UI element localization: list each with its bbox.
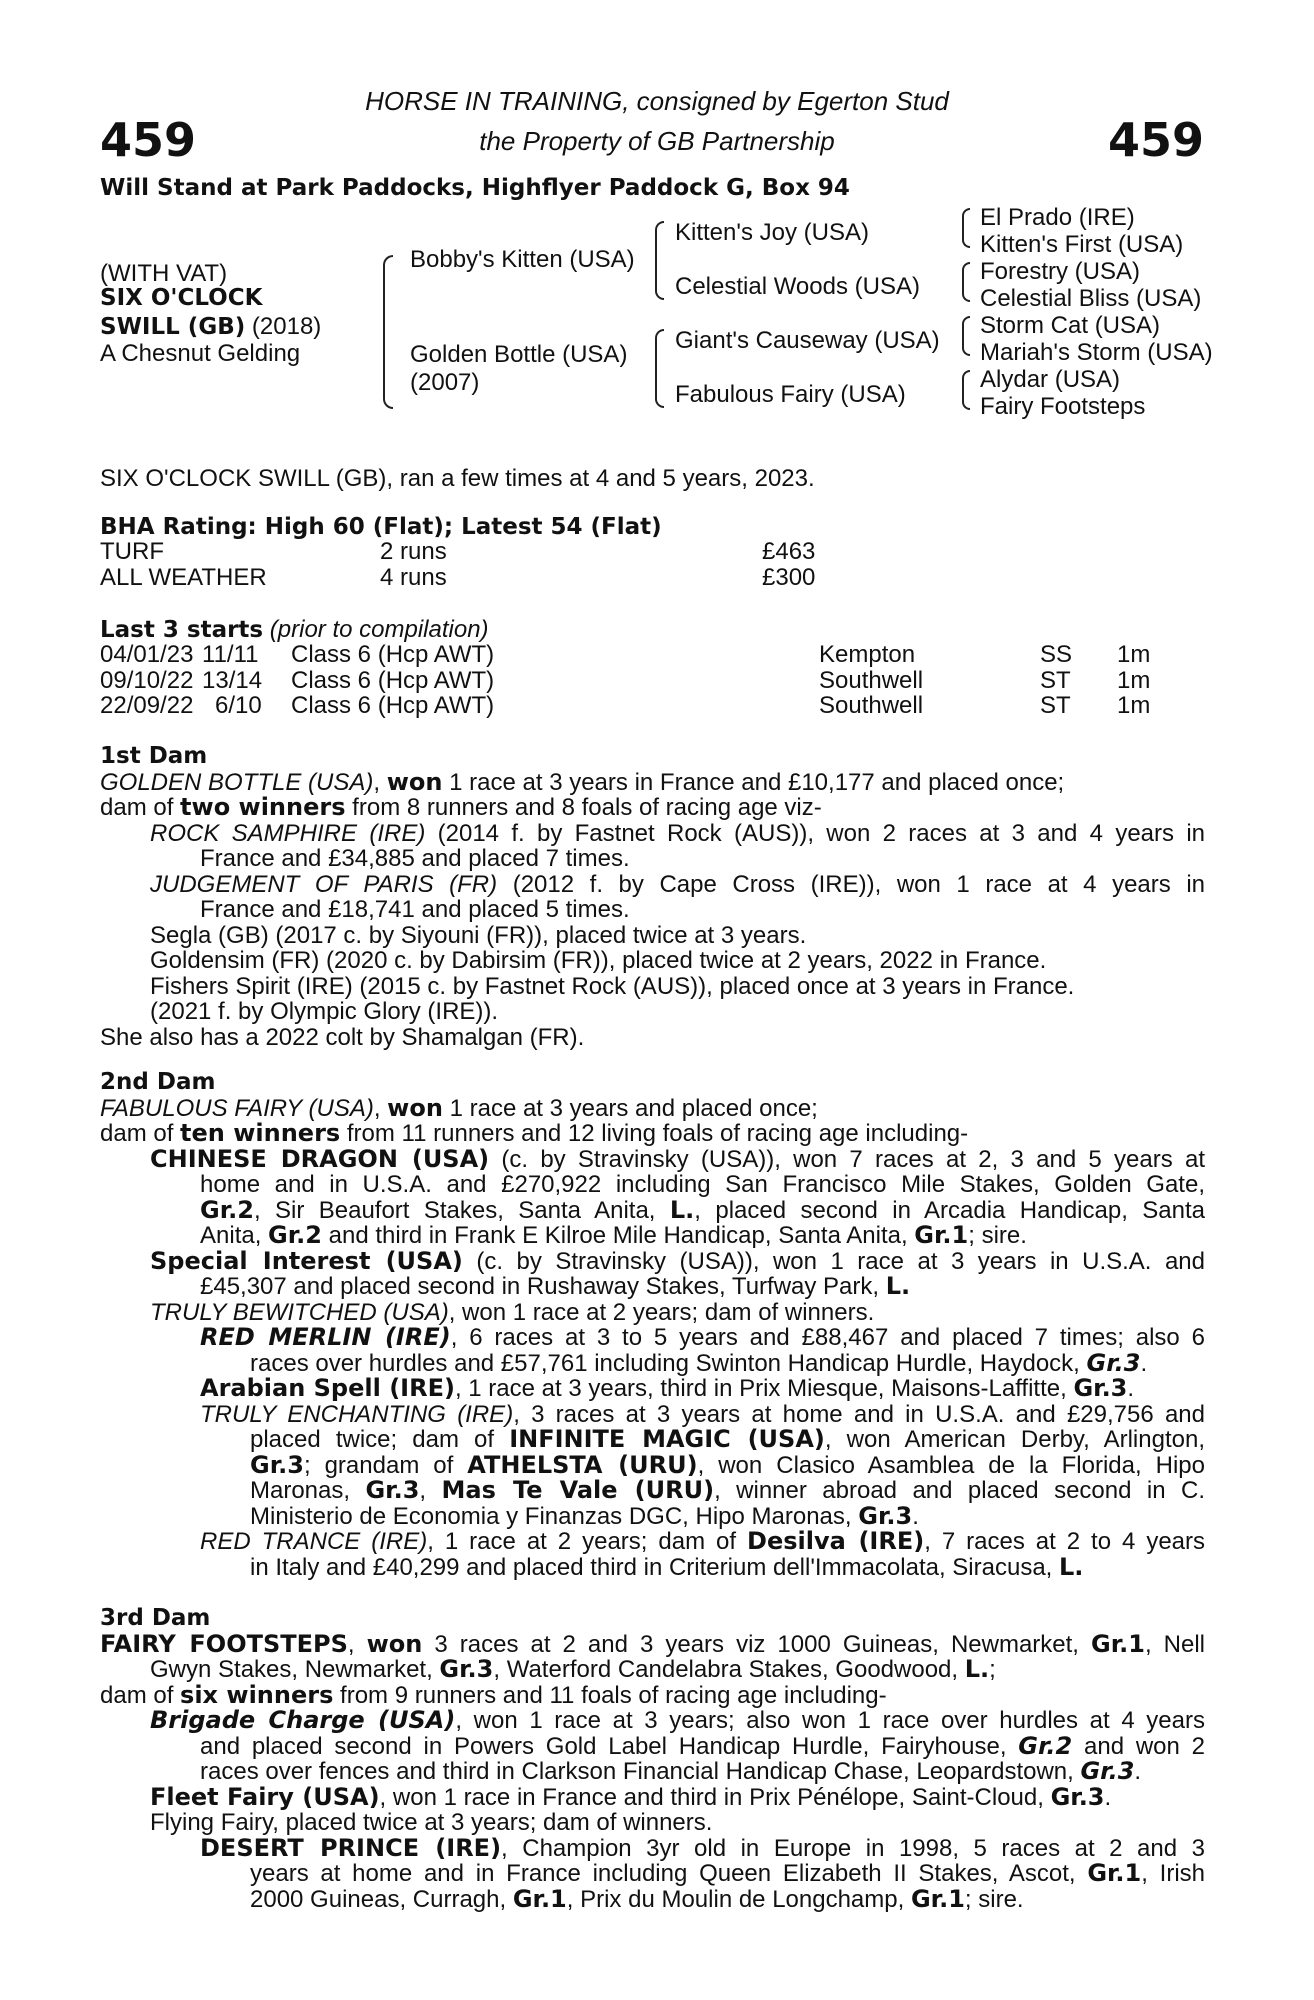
- second-dam-grandproduce: [100, 1325, 1205, 1351]
- pedigree-dam-dam: Fabulous Fairy (USA): [675, 381, 906, 408]
- pedigree-dds: Alydar (USA): [980, 366, 1121, 393]
- text-run: DESERT PRINCE (IRE): [200, 1833, 502, 1862]
- pedigree-sdd: Celestial Bliss (USA): [980, 285, 1202, 312]
- pedigree-ssd: Kitten's First (USA): [980, 231, 1184, 258]
- text-run: races over hurdles and £57,761 including Swinton Handicap Hurdle, Haydock,: [250, 1349, 1087, 1377]
- text-run: ROCK SAMPHIRE (IRE): [150, 819, 426, 847]
- text-run: in Italy and £40,299 and placed third in Criterium dell'Immacolata, Siracusa,: [250, 1553, 1060, 1581]
- text-run: years at home and in France including Queen Elizabeth II Stakes, Ascot,: [250, 1860, 1088, 1887]
- text-run: £45,307 and placed second in Rushaway Stakes, Turfway Park,: [200, 1273, 886, 1300]
- text-run: Gr.3: [858, 1501, 913, 1530]
- second-dam-produce-cont: [100, 1274, 1205, 1300]
- text-run: Gr.3: [1080, 1757, 1135, 1785]
- pedigree-dsd: Mariah's Storm (USA): [980, 339, 1213, 366]
- rating-prize: £463: [762, 538, 816, 565]
- third-dam-produce: [100, 1708, 1205, 1734]
- text-run: Mas Te Vale (URU): [441, 1476, 715, 1504]
- text-run: 3 races at 2 and 3 years viz 1000 Guineas, Newmarket,: [422, 1630, 1091, 1658]
- text-run: Gr.1: [910, 1884, 965, 1913]
- third-dam-produce-cont: [100, 1731, 1206, 1760]
- text-run: TRULY ENCHANTING (IRE): [200, 1400, 514, 1428]
- text-run: , placed second in Arcadia Handicap, Santa: [694, 1196, 1205, 1224]
- start-going: ST: [1040, 692, 1071, 719]
- text-run: , Champion 3yr old in Europe in 1998, 5 races at 2 and 3: [501, 1834, 1205, 1862]
- text-run: Gr.3: [250, 1450, 304, 1479]
- text-run: 1 race at 3 years and placed once;: [442, 1094, 818, 1122]
- text-run: and won 2: [1072, 1732, 1206, 1760]
- pedigree-bracket-g3: [962, 316, 970, 356]
- text-run: Anita,: [200, 1222, 269, 1249]
- second-dam-grandproduce-cont: [100, 1501, 1205, 1530]
- text-run: Brigade Charge (USA): [150, 1706, 456, 1734]
- horse-description: A Chesnut Gelding: [100, 340, 301, 367]
- start-course: Kempton: [819, 641, 916, 668]
- text-run: from 8 runners and 8 foals of racing age viz-: [345, 794, 822, 821]
- text-run: ,: [373, 768, 387, 796]
- start-date: 04/01/23: [100, 641, 194, 668]
- text-run: .: [1134, 1758, 1142, 1785]
- text-run: ,: [347, 1630, 367, 1658]
- pedigree-sire-sire: Kitten's Joy (USA): [675, 219, 869, 246]
- third-dam-grandproduce-cont: [100, 1884, 1205, 1913]
- last-starts-table: [100, 642, 1210, 720]
- text-run: .: [1140, 1349, 1148, 1377]
- text-run: .: [1104, 1783, 1112, 1811]
- text-run: ; grandam of: [303, 1451, 468, 1479]
- text-run: CHINESE DRAGON (USA): [150, 1144, 490, 1173]
- first-dam-line: [100, 767, 1205, 796]
- start-going: SS: [1040, 641, 1073, 668]
- third-dam-produce-cont: [100, 1759, 1205, 1785]
- last-starts-title: Last 3 starts: [100, 617, 264, 643]
- text-run: (2014 f. by Fastnet Rock (AUS)), won 2 races at 3 and 4 years in: [425, 819, 1206, 847]
- pedigree-bracket-main: [383, 255, 393, 409]
- text-run: RED MERLIN (IRE): [200, 1323, 451, 1351]
- first-dam-produce: Goldensim (FR) (2020 c. by Dabirsim (FR)), placed twice at 2 years, 2022 in France.: [150, 947, 1047, 974]
- text-run: Gr.3: [1073, 1374, 1128, 1402]
- text-run: , won 1 race in France and third in Prix Pénélope, Saint-Cloud,: [379, 1783, 1051, 1811]
- text-run: Gr.2: [1018, 1731, 1073, 1760]
- pedigree-bracket-g4: [962, 370, 970, 410]
- first-dam-produce: [100, 821, 1205, 847]
- first-dam-produce: Fishers Spirit (IRE) (2015 c. by Fastnet Rock (AUS)), placed once at 3 years in France.: [150, 972, 1075, 1000]
- second-dam-heading: 2nd Dam: [100, 1069, 216, 1095]
- text-run: ten winners: [180, 1119, 341, 1147]
- first-dam-produce: Segla (GB) (2017 c. by Siyouni (FR)), placed twice at 3 years.: [150, 921, 807, 949]
- stand-location: Will Stand at Park Paddocks, Highflyer Paddock G, Box 94: [100, 175, 850, 201]
- start-course: Southwell: [819, 692, 924, 719]
- text-run: , 1 race at 2 years; dam of: [427, 1528, 748, 1555]
- text-run: two winners: [180, 793, 346, 821]
- text-run: .: [1127, 1375, 1135, 1402]
- first-dam-produce-cont: France and £34,885 and placed 7 times.: [200, 845, 630, 872]
- third-dam-grandproduce-cont: [100, 1861, 1205, 1887]
- third-dam-line-cont: [100, 1657, 1205, 1683]
- rating-table: [100, 539, 1000, 591]
- start-course: Southwell: [819, 666, 924, 694]
- text-run: , Irish: [1141, 1860, 1205, 1887]
- text-run: Gr.3: [365, 1476, 420, 1504]
- text-run: , Prix du Moulin de Longchamp,: [566, 1885, 911, 1913]
- text-run: ,: [373, 1094, 388, 1122]
- text-run: won: [387, 1093, 443, 1122]
- first-dam-produce-cont: France and £18,741 and placed 5 times.: [200, 896, 630, 923]
- text-run: from 11 runners and 12 living foals of racing age including-: [340, 1120, 969, 1147]
- start-distance: 1m: [1117, 692, 1151, 719]
- foaling-year: (2018): [245, 313, 322, 340]
- start-going: ST: [1040, 666, 1071, 694]
- text-run: Ministerio de Economia y Finanzas DGC, Hipo Maronas,: [250, 1502, 859, 1530]
- second-dam-grandproduce: [100, 1402, 1205, 1428]
- text-run: dam of: [100, 1120, 181, 1147]
- property-line: the Property of GB Partnership: [479, 126, 835, 156]
- text-run: placed twice; dam of: [250, 1426, 510, 1453]
- text-run: FAIRY FOOTSTEPS: [100, 1629, 348, 1658]
- text-run: , 1 race at 3 years, third in Prix Miesque, Maisons-Laffitte,: [454, 1375, 1074, 1402]
- text-run: and third in Frank E Kilroe Mile Handicap, Santa Anita,: [321, 1222, 915, 1249]
- text-run: Arabian Spell (IRE): [200, 1374, 455, 1402]
- text-run: 2000 Guineas, Curragh,: [250, 1885, 513, 1913]
- race-summary: SIX O'CLOCK SWILL (GB), ran a few times at 4 and 5 years, 2023.: [100, 465, 815, 492]
- first-dam-heading: 1st Dam: [100, 743, 208, 769]
- horse-name-line1: SIX O'CLOCK: [100, 285, 263, 311]
- text-run: (c. by Stravinsky (USA)), won 7 races at 2, 3 and 5 years at: [489, 1145, 1205, 1173]
- rating-runs: 4 runs: [380, 563, 447, 591]
- text-run: JUDGEMENT OF PARIS (FR): [150, 870, 498, 898]
- second-dam-produce-cont: [100, 1223, 1205, 1249]
- text-run: L.: [885, 1272, 911, 1300]
- horse-name-line2-text: SWILL (GB): [100, 314, 246, 340]
- text-run: , 6 races at 3 to 5 years and £88,467 and placed 7 times; also 6: [450, 1324, 1205, 1351]
- first-dam-produce: [100, 872, 1205, 898]
- first-dam-line: [100, 795, 1205, 821]
- pedigree-bracket-g2: [962, 262, 970, 302]
- text-run: (2012 f. by Cape Cross (IRE)), won 1 race at 4 years in: [497, 870, 1205, 898]
- second-dam-grandproduce: [100, 1376, 1205, 1402]
- pedigree-dss: Storm Cat (USA): [980, 312, 1161, 339]
- start-position: 11/11: [202, 641, 259, 668]
- start-race: Class 6 (Hcp AWT): [291, 641, 495, 668]
- pedigree-dam-year: (2007): [410, 369, 480, 396]
- first-dam-section: [100, 744, 1205, 1050]
- text-run: won: [366, 1629, 423, 1658]
- text-run: L.: [1059, 1552, 1084, 1581]
- pedigree-sds: Forestry (USA): [980, 258, 1141, 285]
- text-run: Desilva (IRE): [747, 1527, 925, 1555]
- text-run: , won 1 race at 2 years; dam of winners.: [448, 1298, 875, 1326]
- text-run: GOLDEN BOTTLE (USA): [100, 768, 374, 796]
- rating-surface: TURF: [100, 538, 164, 565]
- text-run: TRULY BEWITCHED (USA): [150, 1298, 449, 1326]
- third-dam-line: [100, 1629, 1205, 1658]
- text-run: RED TRANCE (IRE): [200, 1528, 428, 1555]
- third-dam-heading: 3rd Dam: [100, 1605, 211, 1631]
- text-run: Gr.2: [200, 1195, 254, 1224]
- text-run: , won Clasico Asamblea de la Florida, Hipo: [697, 1451, 1205, 1479]
- third-dam-line: [100, 1680, 1205, 1709]
- rating-prize: £300: [762, 563, 816, 591]
- rating-runs: 2 runs: [380, 538, 447, 565]
- start-date: 22/09/22: [100, 692, 194, 719]
- text-run: .: [912, 1502, 919, 1530]
- second-dam-grandproduce: [100, 1529, 1205, 1555]
- pedigree-dam: Golden Bottle (USA): [410, 341, 628, 368]
- text-run: Gr.3: [1086, 1348, 1141, 1377]
- second-dam-produce: [100, 1144, 1205, 1173]
- second-dam-section: [100, 1070, 1205, 1580]
- text-run: FABULOUS FAIRY (USA): [100, 1094, 374, 1122]
- text-run: ;: [989, 1656, 996, 1683]
- text-run: and placed second in Powers Gold Label Handicap Hurdle, Fairyhouse,: [200, 1732, 1019, 1760]
- start-date: 09/10/22: [100, 666, 194, 694]
- start-race: Class 6 (Hcp AWT): [291, 692, 495, 719]
- text-run: races over fences and third in Clarkson Financial Handicap Chase, Leopardstown,: [200, 1758, 1081, 1785]
- text-run: , winner abroad and placed second in C.: [714, 1477, 1206, 1504]
- text-run: Gr.1: [512, 1884, 567, 1913]
- second-dam-grandproduce-cont: [100, 1427, 1205, 1453]
- text-run: , Sir Beaufort Stakes, Santa Anita,: [253, 1196, 670, 1224]
- text-run: Fleet Fairy (USA): [150, 1782, 380, 1811]
- start-position: 13/14: [202, 666, 263, 694]
- last-starts-note: (prior to compilation): [263, 616, 489, 643]
- text-run: dam of: [100, 1681, 181, 1709]
- text-run: ; sire.: [964, 1885, 1024, 1913]
- pedigree-ddd: Fairy Footsteps: [980, 393, 1146, 420]
- rating-surface: ALL WEATHER: [100, 563, 267, 591]
- pedigree-sire-dam: Celestial Woods (USA): [675, 273, 920, 300]
- text-run: ATHELSTA (URU): [467, 1450, 698, 1479]
- third-dam-grandproduce: [100, 1833, 1205, 1862]
- text-run: Gr.3: [1050, 1782, 1105, 1811]
- text-run: Gr.2: [268, 1221, 322, 1249]
- text-run: , Nell: [1144, 1630, 1205, 1658]
- text-run: L.: [669, 1195, 695, 1224]
- second-dam-grandproduce-cont: [100, 1478, 1205, 1504]
- text-run: INFINITE MAGIC (USA): [509, 1425, 825, 1453]
- text-run: (c. by Stravinsky (USA)), won 1 race at 3 years in U.S.A. and: [462, 1247, 1205, 1275]
- pedigree-bracket-sire: [655, 221, 664, 300]
- text-run: ,: [419, 1477, 442, 1504]
- text-run: , 7 races at 2 to 4 years: [924, 1528, 1206, 1555]
- text-run: Gr.1: [1087, 1859, 1142, 1887]
- start-distance: 1m: [1117, 641, 1151, 668]
- third-dam-section: [100, 1606, 1205, 1912]
- second-dam-grandproduce-cont: [100, 1450, 1205, 1479]
- lot-number-left: 459: [100, 113, 197, 167]
- text-run: won: [386, 767, 443, 796]
- last-starts-heading: [100, 618, 489, 642]
- second-dam-line: [100, 1121, 1205, 1147]
- text-run: from 9 runners and 11 foals of racing age including-: [333, 1681, 887, 1709]
- second-dam-produce: [100, 1300, 1205, 1326]
- text-run: ; sire.: [968, 1222, 1027, 1249]
- bha-rating-heading: BHA Rating: High 60 (Flat); Latest 54 (Flat): [100, 514, 662, 540]
- horse-name-line2: [100, 315, 321, 339]
- start-position: 6/10: [215, 692, 262, 719]
- second-dam-line: [100, 1093, 1205, 1122]
- pedigree-dam-sire: Giant's Causeway (USA): [675, 327, 940, 354]
- text-run: , Waterford Candelabra Stakes, Goodwood,: [493, 1656, 965, 1683]
- text-run: Gwyn Stakes, Newmarket,: [150, 1656, 440, 1683]
- text-run: 1 race at 3 years in France and £10,177 and placed once;: [442, 768, 1065, 796]
- text-run: dam of: [100, 794, 181, 821]
- start-distance: 1m: [1117, 666, 1151, 694]
- text-run: , won American Derby, Arlington,: [824, 1426, 1205, 1453]
- third-dam-produce: Flying Fairy, placed twice at 3 years; dam of winners.: [150, 1809, 713, 1836]
- second-dam-grandproduce-cont: [100, 1552, 1205, 1581]
- second-dam-produce-cont: home and in U.S.A. and £270,922 including San Francisco Mile Stakes, Golden Gate,: [200, 1171, 1205, 1198]
- start-race: Class 6 (Hcp AWT): [291, 666, 495, 694]
- first-dam-produce: (2021 f. by Olympic Glory (IRE)).: [150, 998, 499, 1025]
- text-run: L.: [964, 1655, 990, 1683]
- text-run: Maronas,: [250, 1477, 366, 1504]
- lot-number-right: 459: [1107, 113, 1204, 167]
- pedigree-bracket-g1: [962, 208, 970, 248]
- text-run: , 3 races at 3 years at home and in U.S.A. and £29,756 and: [513, 1400, 1205, 1428]
- third-dam-produce: [100, 1782, 1205, 1811]
- first-dam-line: She also has a 2022 colt by Shamalgan (FR).: [100, 1023, 585, 1051]
- second-dam-produce: [100, 1246, 1205, 1275]
- pedigree-sire: Bobby's Kitten (USA): [410, 246, 635, 273]
- second-dam-produce-cont: [100, 1195, 1205, 1224]
- text-run: Special Interest (USA): [150, 1246, 463, 1275]
- text-run: six winners: [180, 1680, 334, 1709]
- text-run: , won 1 race at 3 years; also won 1 race over hurdles at 4 years: [455, 1707, 1205, 1734]
- text-run: Gr.3: [439, 1655, 494, 1683]
- consignor-line: HORSE IN TRAINING, consigned by Egerton Stud: [365, 86, 949, 116]
- text-run: Gr.1: [1091, 1629, 1145, 1658]
- text-run: Gr.1: [914, 1221, 969, 1249]
- second-dam-grandproduce-cont: [100, 1348, 1205, 1377]
- pedigree-bracket-dam: [655, 329, 664, 408]
- vat-label: (WITH VAT): [100, 260, 228, 287]
- pedigree-sss: El Prado (IRE): [980, 204, 1135, 231]
